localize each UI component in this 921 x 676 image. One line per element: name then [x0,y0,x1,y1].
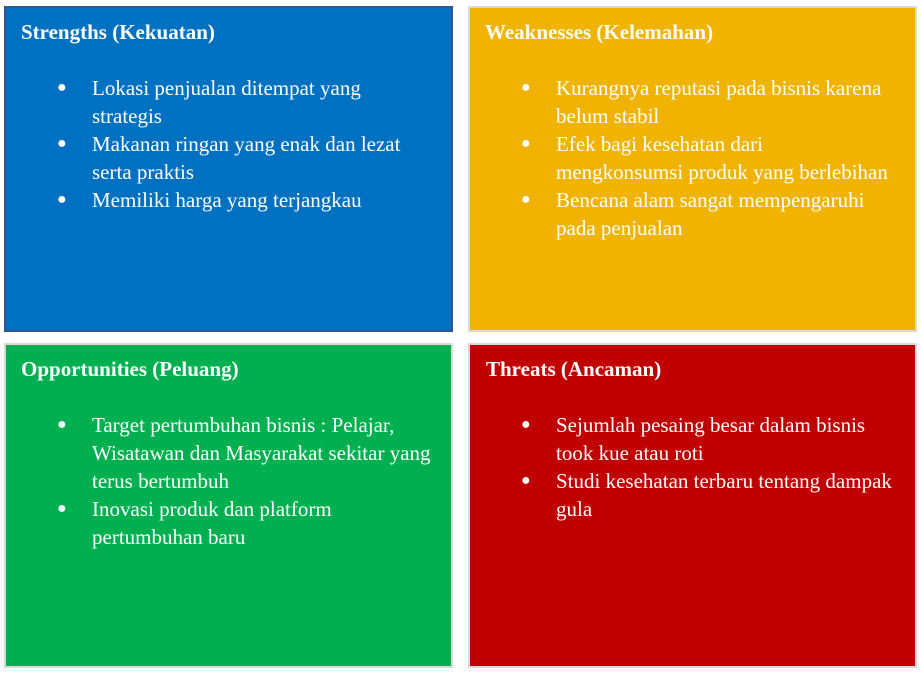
list-item: ● Studi kesehatan terbaru tentang dampak gula [521,469,892,521]
threats-quadrant [468,343,917,668]
list-item: ● Target pertumbuhan bisnis : Pelajar, Wisatawan dan Masyarakat sekitar yang terus bertumbuh [57,413,431,493]
list-item: ● Lokasi penjualan ditempat yang strategis [57,76,361,128]
threats-title: Threats (Ancaman) [486,357,662,381]
bullet-icon: ● [57,500,67,517]
list-item: ● Makanan ringan yang enak dan lezat serta praktis [57,132,401,184]
bullet-icon: ● [57,191,67,208]
opportunities-title: Opportunities (Peluang) [21,357,239,381]
weaknesses-quadrant [468,6,917,332]
bullet-icon: ● [521,191,531,208]
bullet-icon: ● [521,416,531,433]
list-item: ● Bencana alam sangat mempengaruhi pada penjualan [521,188,865,240]
list-item: ● Kurangnya reputasi pada bisnis karena belum stabil [521,76,882,128]
bullet-icon: ● [521,135,531,152]
bullet-icon: ● [57,416,67,433]
strengths-quadrant [4,6,453,332]
list-item: ● Efek bagi kesehatan dari mengkonsumsi produk yang berlebihan [521,132,888,184]
weaknesses-title: Weaknesses (Kelemahan) [485,20,714,44]
weaknesses-list [470,74,915,242]
list-item: ● Memiliki harga yang terjangkau [57,188,362,212]
bullet-icon: ● [521,79,531,96]
threats-list [470,411,915,523]
bullet-icon: ● [57,135,67,152]
strengths-list [6,74,451,214]
bullet-icon: ● [57,79,67,96]
opportunities-quadrant [4,343,453,668]
list-item: ● Inovasi produk dan platform pertumbuhan baru [57,497,332,549]
opportunities-list [6,411,451,551]
bullet-icon: ● [521,472,531,489]
list-item: ● Sejumlah pesaing besar dalam bisnis took kue atau roti [521,413,866,465]
strengths-title: Strengths (Kekuatan) [21,20,215,44]
